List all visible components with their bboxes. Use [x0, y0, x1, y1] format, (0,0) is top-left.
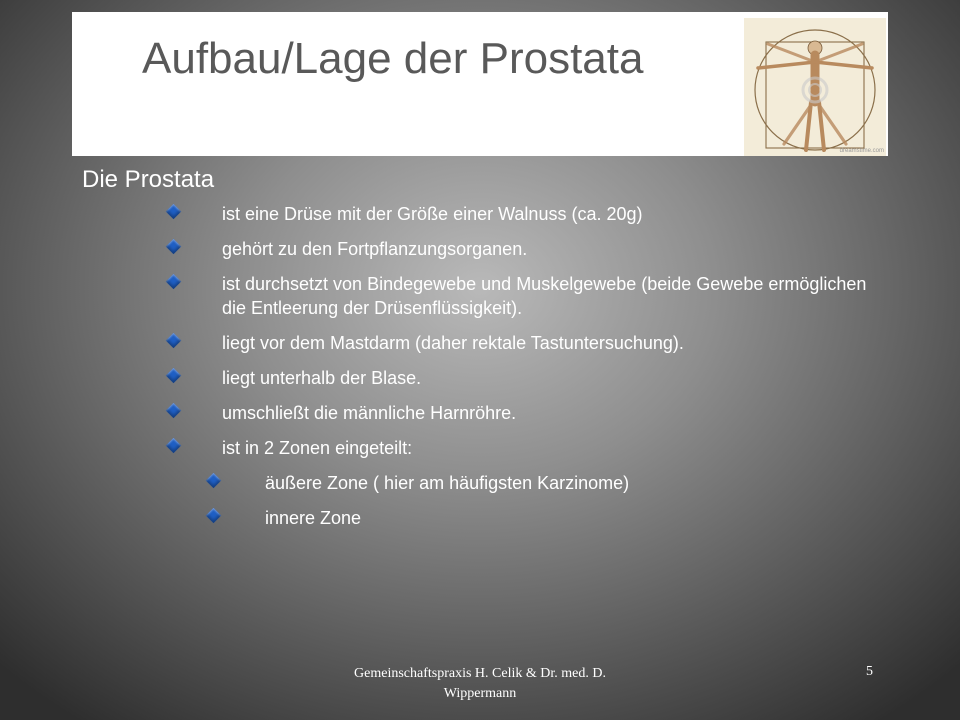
bullet-item: ist in 2 Zonen eingeteilt: — [82, 436, 882, 460]
bullet-item: liegt vor dem Mastdarm (daher rektale Tastuntersuchung). — [82, 331, 882, 355]
diamond-bullet-icon — [166, 403, 182, 419]
slide-body — [82, 166, 882, 541]
diamond-bullet-icon — [166, 274, 182, 290]
diamond-bullet-icon — [166, 438, 182, 454]
diamond-bullet-icon — [206, 508, 222, 524]
bullet-item: liegt unterhalb der Blase. — [82, 366, 882, 390]
bullet-item: ist eine Drüse mit der Größe einer Walnuss (ca. 20g) — [82, 202, 882, 226]
title-area — [72, 12, 888, 156]
bullet-item: gehört zu den Fortpflanzungsorganen. — [82, 237, 882, 261]
bullet-list — [82, 202, 882, 530]
diamond-bullet-icon — [166, 368, 182, 384]
footer-text: Gemeinschaftspraxis H. Celik & Dr. med. D. Wippermann — [354, 666, 606, 701]
page-number: 5 — [866, 664, 873, 679]
sub-bullet-item: innere Zone — [82, 506, 882, 530]
diamond-bullet-icon — [206, 473, 222, 489]
section-heading: Die Prostata — [82, 166, 215, 193]
bullet-item: ist durchsetzt von Bindegewebe und Muskelgewebe (beide Gewebe ermöglichen die Entleerung der Drüsenflüssigkeit). — [82, 272, 882, 320]
vitruvian-man-image — [744, 18, 886, 156]
bullet-item: umschließt die männliche Harnröhre. — [82, 401, 882, 425]
diamond-bullet-icon — [166, 333, 182, 349]
slide-title: Aufbau/Lage der Prostata — [142, 34, 644, 83]
diamond-bullet-icon — [166, 239, 182, 255]
image-watermark: dreamstime.com — [839, 148, 884, 154]
diamond-bullet-icon — [166, 204, 182, 220]
sub-bullet-item: äußere Zone ( hier am häufigsten Karzinome) — [82, 471, 882, 495]
